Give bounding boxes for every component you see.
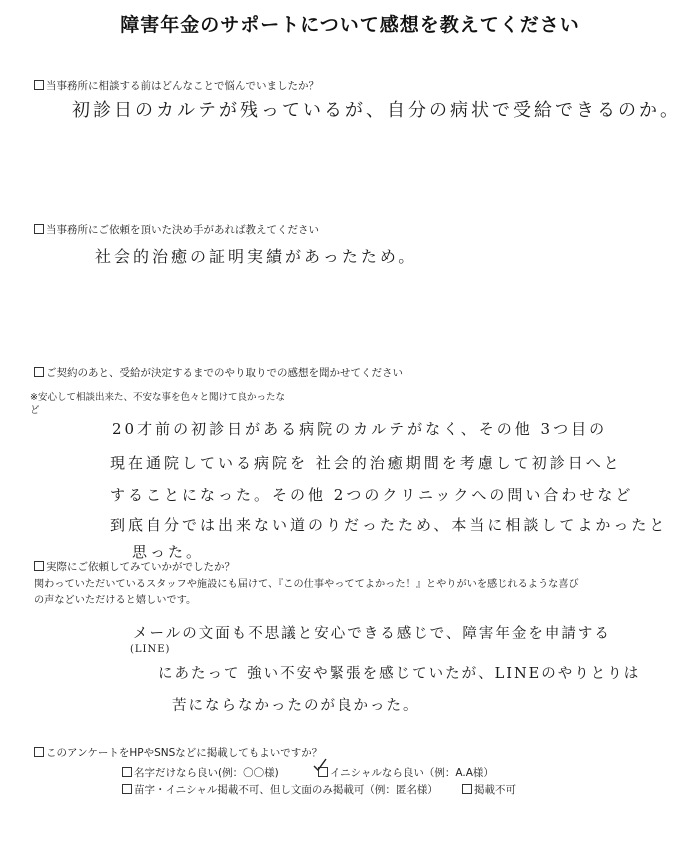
answer-4-line-3: 苦にならなかったのが良かった。	[172, 698, 420, 714]
answer-3-line-4: 到底自分では出来ない道のりだったため、本当に相談してよかったと	[110, 516, 668, 534]
answer-4-line-2: にあたって 強い不安や緊張を感じていたが、LINEのやりとりは	[158, 666, 641, 682]
checkmark-icon	[313, 758, 327, 772]
question-3-note	[30, 392, 285, 418]
question-4-sub-line-1: 関わっていただいているスタッフや施設にも届けて、『この仕事やっててよかった！』とやりがいを感じれるような喜び	[34, 579, 579, 590]
answer-4-line-1: メールの文面も不思議と安心できる感じで、障害年金を申請する	[133, 626, 611, 642]
checkbox-icon	[34, 367, 44, 377]
option-surname-only-label: 名字だけなら良い(例：〇〇様)	[134, 767, 279, 779]
question-4-sub-line-2: の声などいただけると嬉しいです。	[34, 595, 197, 607]
question-4-text: 実際にご依頼してみていかがでしたか？	[46, 561, 235, 573]
checkbox-icon[interactable]	[462, 784, 472, 794]
question-3-note-line-1: ※安心して相談出来た、不安な事を色々と聞けて良かったな	[30, 392, 285, 403]
answer-3-line-1: 20才前の初診日がある病院のカルテがなく、その他 3つ目の	[112, 420, 608, 438]
option-no-publish-label: 掲載不可	[474, 784, 516, 796]
option-no-publish[interactable]	[462, 782, 516, 797]
answer-4-aside: (LINE)	[130, 644, 171, 655]
option-text-only[interactable]	[122, 782, 438, 797]
question-3-note-line-2: ど	[30, 404, 40, 416]
checkbox-icon[interactable]	[122, 784, 132, 794]
checkbox-icon	[34, 561, 44, 571]
option-initials-label: イニシャルなら良い（例：A.A様）	[330, 767, 494, 779]
question-5	[34, 745, 322, 762]
answer-3-line-2: 現在通院している病院を 社会的治癒期間を考慮して初診日へと	[110, 454, 622, 472]
question-4	[34, 559, 235, 576]
answer-2: 社会的治癒の証明実績があったため。	[95, 247, 418, 266]
question-4-sub	[34, 577, 674, 610]
answer-3-line-3: することになった。その他 2つのクリニックへの問い合わせなど	[110, 486, 634, 504]
question-3-text: ご契約のあと、受給が決定するまでのやり取りでの感想を聞かせてください	[46, 367, 403, 379]
question-1	[34, 78, 319, 95]
checkbox-icon	[34, 80, 44, 90]
survey-title: 障害年金のサポートについて感想を教えてください	[120, 14, 580, 36]
checkbox-icon	[34, 224, 44, 234]
answer-1: 初診日のカルテが残っているが、自分の病状で受給できるのか。	[72, 100, 681, 121]
question-3	[34, 365, 403, 382]
answer-3-line-5: 思った。	[132, 543, 205, 561]
option-initials[interactable]	[318, 765, 494, 780]
question-2-text: 当事務所にご依頼を頂いた決め手があれば教えてください	[46, 224, 319, 236]
question-5-text: このアンケートをHPやSNSなどに掲載してもよいですか？	[46, 747, 323, 759]
option-surname-only[interactable]	[122, 765, 279, 780]
option-text-only-label: 苗字・イニシャル掲載不可、但し文面のみ掲載可（例：匿名様）	[134, 784, 438, 796]
question-2	[34, 222, 319, 239]
checkbox-icon[interactable]	[122, 767, 132, 777]
question-1-text: 当事務所に相談する前はどんなことで悩んでいましたか？	[46, 80, 319, 92]
checkbox-icon	[34, 747, 44, 757]
